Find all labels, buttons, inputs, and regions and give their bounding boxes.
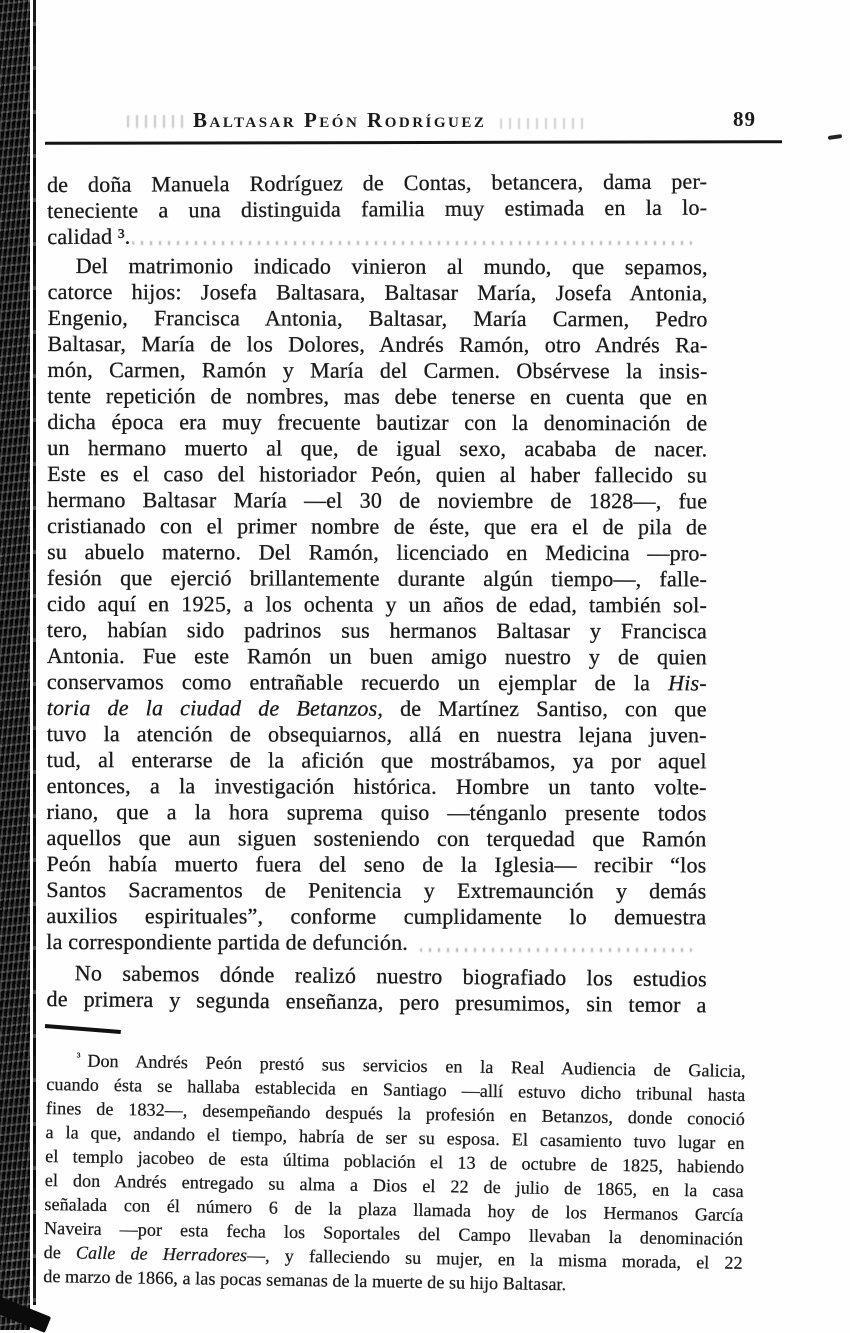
footnote-marker: ³ bbox=[76, 1049, 81, 1064]
footnote-text-run: Don Andrés Peón prestó sus servicios en la Real Audiencia de Galicia, cuando ésta se hallaba establecida en Santiago —allí estuvo dicho tribunal hasta fines de 1832—, desempeñando después la profesión en Betanzos, donde conoció a la que, andando el tiempo, habría de ser su esposa. El casamiento tuvo lugar en el templo jacobeo de esta última población el 13 de octubre de 1825, habiendo el don Andrés entregado su alma a Dios el 22 de julio de 1865, en la casa señalada con él número 6 de la plaza llamada hoy de los Hermanos García Naveira —por esta fecha los Soportales del Campo llevaban la denominación de bbox=[43, 1050, 746, 1263]
paragraph-text-run: Del matrimonio indicado vinieron al mundo, que sepamos, catorce hijos: Josefa Baltasara, Baltasar María, Josefa Antonia, Engenio, Francisca Antonia, Baltasar, María Carmen, Pedro Baltasar, María de los Dolores, Andrés Ramón, otro Andrés Ra- món, Carmen, Ramón y María del Carmen. Obsérvese la insis- tente repetición de nombres, mas debe tenerse en cuenta que en dicha época era muy frecuente bautizar con la denominación de un hermano muerto al que, de igual sexo, acababa de nacer. Este es el caso del historiador Peón, quien al haber fallecido su hermano Baltasar María —el 30 de noviembre de 1828—, fue cristianado con el primer nombre de éste, que era el de pila de su abuelo materno. Del Ramón, licenciado en Medicina —pro- fesión que ejerció brillantemente durante algún tiempo—, falle- cido aquí en 1925, a los ochenta y un años de edad, también sol- tero, habían sido padrinos sus hermanos Baltasar y Francisca Antonia. Fue este Ramón un buen amigo nuestro y de quien conservamos como entrañable recuerdo un ejemplar de la bbox=[46, 253, 708, 696]
paragraph-studies bbox=[47, 960, 707, 1018]
header-rule bbox=[45, 140, 782, 145]
footnote-separator bbox=[45, 1024, 121, 1034]
paragraph-text-run: No sabemos dónde realizó nuestro biografiado los estudios de primera y segunda enseñanza, pero presumimos, sin temor a bbox=[46, 960, 707, 1018]
paragraph-last-line: calidad ³. bbox=[47, 223, 131, 249]
paragraph-text-run: de Martínez Santiso, con que tuvo la atención de obsequiarnos, allá en nuestra lejana juven- tud, al enterarse de la afición que mostrábamos, ya por aquel entonces, a la investigación histórica. Hombre un tanto volte- riano, que a la hora suprema quiso —ténganlo presente todos aquellos que aun siguen sosteniendo con terquedad que Ramón Peón había muerto fuera del seno de la Iglesia— recibir “los Santos Sacramentos de Penitencia y Extremaunción y demás auxilios espirituales”, conforme cumplidamente lo demuestra bbox=[46, 695, 707, 930]
scan-noise-speck bbox=[828, 134, 842, 140]
binding-edge-line bbox=[33, 0, 36, 1305]
paragraph-continuation bbox=[47, 169, 707, 250]
page-content bbox=[43, 106, 756, 1295]
footnote bbox=[43, 1044, 746, 1299]
street-name-italic-run: Calle de Herradores bbox=[75, 1242, 248, 1266]
page-header bbox=[47, 106, 756, 146]
running-title: Baltasar Peón Rodríguez bbox=[193, 108, 487, 132]
paragraph-children bbox=[46, 253, 707, 956]
footnote-text-run: —, y falleciendo su mujer, en la misma morada, el 22 bbox=[246, 1245, 743, 1273]
paragraph-last-line: la correspondiente partida de defunción. bbox=[46, 928, 409, 955]
footnote-last-line: de marzo de 1866, a las pocas semanas de la muerte de su hijo Baltasar. bbox=[43, 1265, 567, 1295]
page-number: 89 bbox=[733, 107, 756, 131]
binding-shadow bbox=[0, 0, 30, 1330]
paragraph-text-run: de doña Manuela Rodríguez de Contas, betancera, dama per- teneciente a una distinguida familia muy estimada en la lo- bbox=[47, 168, 708, 223]
book-title-italic-run: His- toria de la ciudad de Betanzos, bbox=[46, 670, 707, 721]
